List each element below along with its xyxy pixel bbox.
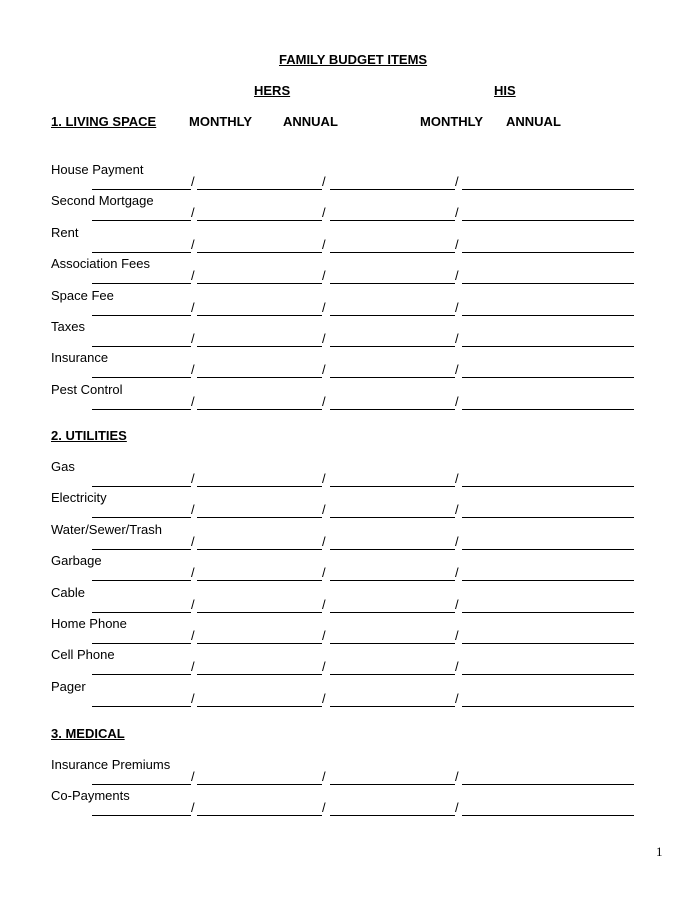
- hers-monthly-field[interactable]: [92, 784, 191, 785]
- hers-monthly-field[interactable]: [92, 674, 191, 675]
- his-annual-field[interactable]: [462, 706, 634, 707]
- his-monthly-field[interactable]: [330, 517, 455, 518]
- budget-item-label: Home Phone: [51, 616, 127, 631]
- page-number: 1: [656, 844, 663, 859]
- field-separator-slash: /: [322, 769, 326, 784]
- field-separator-slash: /: [322, 471, 326, 486]
- document-title: FAMILY BUDGET ITEMS: [279, 52, 428, 67]
- budget-item-entry-row: [0, 659, 696, 675]
- field-separator-slash: /: [191, 659, 195, 675]
- budget-item-entry-row: [0, 690, 696, 707]
- field-separator-slash: /: [322, 393, 326, 409]
- column-header-his-annual: ANNUAL: [506, 114, 561, 129]
- budget-item-label: Taxes: [51, 319, 85, 334]
- hers-annual-field[interactable]: [197, 784, 322, 785]
- budget-item-entry-row: [0, 628, 696, 644]
- field-separator-slash: /: [455, 205, 459, 221]
- field-separator-slash: /: [191, 299, 195, 315]
- field-separator-slash: /: [455, 236, 459, 252]
- field-separator-slash: /: [455, 299, 459, 315]
- budget-item-entry-row: [0, 205, 696, 221]
- his-annual-field[interactable]: [462, 486, 634, 487]
- hers-monthly-field[interactable]: [92, 283, 191, 284]
- his-monthly-field[interactable]: [330, 784, 455, 785]
- hers-monthly-field[interactable]: [92, 315, 191, 316]
- his-annual-field[interactable]: [462, 784, 634, 785]
- his-monthly-field[interactable]: [330, 283, 455, 284]
- field-separator-slash: /: [191, 174, 195, 189]
- field-separator-slash: /: [191, 533, 195, 549]
- budget-item-label: Garbage: [51, 553, 102, 569]
- his-monthly-field[interactable]: [330, 252, 455, 253]
- budget-item-label: Cable: [51, 584, 85, 600]
- budget-item-entry-row: [0, 299, 696, 316]
- field-separator-slash: /: [455, 659, 459, 675]
- column-group-his: HIS: [494, 83, 516, 98]
- hers-monthly-field[interactable]: [92, 815, 191, 816]
- budget-item-entry-row: [0, 393, 696, 410]
- field-separator-slash: /: [191, 268, 195, 284]
- his-monthly-field[interactable]: [330, 815, 455, 816]
- budget-item-entry-row: [0, 362, 696, 378]
- hers-annual-field[interactable]: [197, 252, 322, 253]
- his-monthly-field[interactable]: [330, 549, 455, 550]
- field-separator-slash: /: [191, 800, 195, 816]
- field-separator-slash: /: [322, 596, 326, 612]
- his-annual-field[interactable]: [462, 377, 634, 378]
- his-annual-field[interactable]: [462, 315, 634, 316]
- field-separator-slash: /: [455, 533, 459, 549]
- hers-monthly-field[interactable]: [92, 486, 191, 487]
- his-annual-field[interactable]: [462, 612, 634, 613]
- hers-annual-field[interactable]: [197, 346, 322, 347]
- field-separator-slash: /: [191, 502, 195, 518]
- hers-annual-field[interactable]: [197, 189, 322, 190]
- his-monthly-field[interactable]: [330, 315, 455, 316]
- field-separator-slash: /: [322, 800, 326, 816]
- hers-annual-field[interactable]: [197, 612, 322, 613]
- hers-monthly-field[interactable]: [92, 643, 191, 644]
- budget-item-entry-row: [0, 596, 696, 613]
- hers-annual-field[interactable]: [197, 409, 322, 410]
- field-separator-slash: /: [322, 362, 326, 378]
- budget-item-label: House Payment: [51, 162, 144, 177]
- budget-item-entry-row: [0, 565, 696, 581]
- budget-item-entry-row: [0, 769, 696, 785]
- field-separator-slash: /: [322, 174, 326, 189]
- field-separator-slash: /: [455, 800, 459, 816]
- field-separator-slash: /: [191, 769, 195, 784]
- his-annual-field[interactable]: [462, 409, 634, 410]
- his-annual-field[interactable]: [462, 220, 634, 221]
- his-monthly-field[interactable]: [330, 189, 455, 190]
- budget-item-entry-row: [0, 502, 696, 518]
- budget-item-entry-row: [0, 174, 696, 190]
- hers-monthly-field[interactable]: [92, 580, 191, 581]
- his-monthly-field[interactable]: [330, 580, 455, 581]
- section-heading: 2. UTILITIES: [51, 428, 127, 443]
- field-separator-slash: /: [191, 331, 195, 346]
- field-separator-slash: /: [322, 299, 326, 315]
- hers-annual-field[interactable]: [197, 377, 322, 378]
- field-separator-slash: /: [191, 393, 195, 409]
- column-header-hers-annual: ANNUAL: [283, 114, 338, 129]
- hers-monthly-field[interactable]: [92, 517, 191, 518]
- his-monthly-field[interactable]: [330, 377, 455, 378]
- hers-monthly-field[interactable]: [92, 549, 191, 550]
- hers-monthly-field[interactable]: [92, 612, 191, 613]
- field-separator-slash: /: [322, 236, 326, 252]
- budget-item-entry-row: [0, 268, 696, 284]
- his-monthly-field[interactable]: [330, 612, 455, 613]
- hers-annual-field[interactable]: [197, 674, 322, 675]
- field-separator-slash: /: [455, 268, 459, 284]
- field-separator-slash: /: [455, 362, 459, 378]
- section-heading: 3. MEDICAL: [51, 726, 125, 741]
- budget-item-label: Gas: [51, 459, 75, 474]
- section-heading: 1. LIVING SPACE: [51, 114, 157, 129]
- hers-monthly-field[interactable]: [92, 706, 191, 707]
- field-separator-slash: /: [455, 565, 459, 581]
- his-monthly-field[interactable]: [330, 706, 455, 707]
- hers-monthly-field[interactable]: [92, 189, 191, 190]
- column-header-his-monthly: MONTHLY: [420, 114, 484, 129]
- field-separator-slash: /: [455, 174, 459, 189]
- his-annual-field[interactable]: [462, 252, 634, 253]
- budget-item-label: Water/Sewer/Trash: [51, 521, 163, 537]
- budget-item-label: Cell Phone: [51, 647, 115, 663]
- field-separator-slash: /: [455, 769, 459, 784]
- field-separator-slash: /: [322, 690, 326, 706]
- hers-annual-field[interactable]: [197, 580, 322, 581]
- his-annual-field[interactable]: [462, 189, 634, 190]
- hers-annual-field[interactable]: [197, 706, 322, 707]
- hers-monthly-field[interactable]: [92, 377, 191, 378]
- hers-monthly-field[interactable]: [92, 346, 191, 347]
- hers-annual-field[interactable]: [197, 549, 322, 550]
- field-separator-slash: /: [191, 690, 195, 706]
- column-group-hers: HERS: [254, 83, 291, 98]
- field-separator-slash: /: [191, 471, 195, 486]
- his-monthly-field[interactable]: [330, 486, 455, 487]
- budget-item-label: Association Fees: [51, 256, 150, 272]
- hers-annual-field[interactable]: [197, 220, 322, 221]
- field-separator-slash: /: [322, 565, 326, 581]
- his-annual-field[interactable]: [462, 549, 634, 550]
- his-monthly-field[interactable]: [330, 674, 455, 675]
- field-separator-slash: /: [322, 628, 326, 643]
- field-separator-slash: /: [455, 331, 459, 346]
- field-separator-slash: /: [455, 628, 459, 643]
- budget-item-entry-row: [0, 533, 696, 550]
- budget-item-label: Electricity: [51, 490, 107, 506]
- his-annual-field[interactable]: [462, 643, 634, 644]
- field-separator-slash: /: [455, 502, 459, 518]
- field-separator-slash: /: [322, 659, 326, 675]
- hers-monthly-field[interactable]: [92, 409, 191, 410]
- budget-item-entry-row: [0, 471, 696, 487]
- field-separator-slash: /: [455, 690, 459, 706]
- budget-item-label: Pager: [51, 678, 86, 694]
- hers-annual-field[interactable]: [197, 283, 322, 284]
- budget-item-label: Pest Control: [51, 381, 123, 397]
- his-annual-field[interactable]: [462, 346, 634, 347]
- hers-annual-field[interactable]: [197, 486, 322, 487]
- field-separator-slash: /: [322, 533, 326, 549]
- his-monthly-field[interactable]: [330, 643, 455, 644]
- budget-item-entry-row: [0, 331, 696, 347]
- his-annual-field[interactable]: [462, 815, 634, 816]
- field-separator-slash: /: [191, 362, 195, 378]
- his-monthly-field[interactable]: [330, 220, 455, 221]
- budget-item-label: Rent: [51, 224, 79, 240]
- field-separator-slash: /: [455, 596, 459, 612]
- his-annual-field[interactable]: [462, 517, 634, 518]
- field-separator-slash: /: [455, 393, 459, 409]
- hers-monthly-field[interactable]: [92, 220, 191, 221]
- field-separator-slash: /: [455, 471, 459, 486]
- his-monthly-field[interactable]: [330, 409, 455, 410]
- budget-item-label: Space Fee: [51, 287, 114, 303]
- budget-item-entry-row: [0, 800, 696, 816]
- his-annual-field[interactable]: [462, 580, 634, 581]
- field-separator-slash: /: [191, 236, 195, 252]
- his-monthly-field[interactable]: [330, 346, 455, 347]
- budget-item-entry-row: [0, 236, 696, 253]
- field-separator-slash: /: [322, 205, 326, 221]
- field-separator-slash: /: [191, 205, 195, 221]
- hers-annual-field[interactable]: [197, 315, 322, 316]
- his-annual-field[interactable]: [462, 674, 634, 675]
- hers-monthly-field[interactable]: [92, 252, 191, 253]
- column-header-hers-monthly: MONTHLY: [189, 114, 253, 129]
- field-separator-slash: /: [322, 502, 326, 518]
- budget-item-label: Insurance Premiums: [51, 757, 171, 772]
- budget-item-label: Co-Payments: [51, 788, 130, 804]
- field-separator-slash: /: [191, 596, 195, 612]
- budget-item-label: Insurance: [51, 350, 109, 366]
- field-separator-slash: /: [322, 331, 326, 346]
- hers-annual-field[interactable]: [197, 815, 322, 816]
- field-separator-slash: /: [191, 628, 195, 643]
- budget-item-label: Second Mortgage: [51, 193, 154, 209]
- hers-annual-field[interactable]: [197, 517, 322, 518]
- field-separator-slash: /: [191, 565, 195, 581]
- his-annual-field[interactable]: [462, 283, 634, 284]
- hers-annual-field[interactable]: [197, 643, 322, 644]
- field-separator-slash: /: [322, 268, 326, 284]
